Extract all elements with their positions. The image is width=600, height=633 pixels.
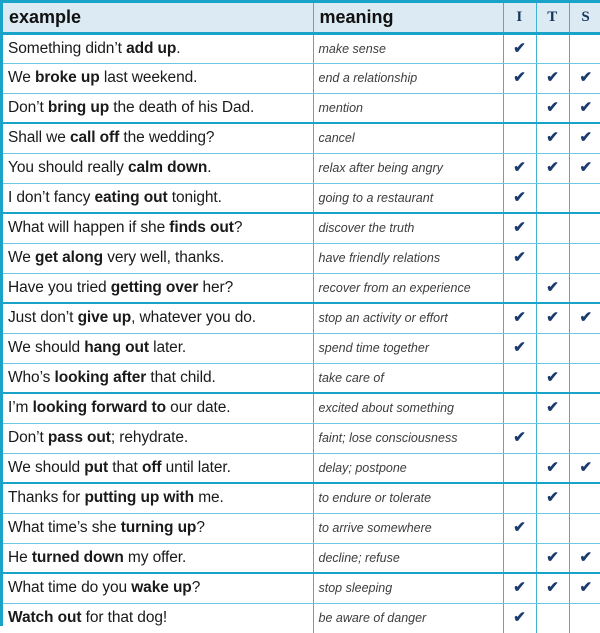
check-icon: ✔ [579, 98, 593, 116]
sentence-text: that child. [146, 368, 216, 386]
example-cell [3, 363, 313, 393]
table-row [3, 513, 600, 543]
sentence-text: I’m [8, 399, 33, 417]
phrasal-verb-text: pass out [47, 429, 111, 446]
sentence-text: ? [196, 519, 205, 536]
mark-cell-intransitive [503, 453, 536, 483]
meaning-cell: make sense [313, 33, 503, 63]
mark-cell-separable [569, 213, 600, 243]
mark-cell-separable [569, 573, 600, 603]
mark-cell-separable [569, 153, 600, 183]
meaning-cell: excited about something [313, 393, 503, 423]
phrasal-verb-text: calm down [128, 159, 208, 176]
phrasal-verb-text: getting over [110, 278, 199, 296]
sentence-text: What time’s she [8, 519, 121, 536]
meaning-cell: be aware of danger [313, 603, 503, 633]
sentence-text: ? [191, 579, 201, 597]
table-row [3, 333, 600, 363]
mark-cell-transitive [536, 363, 569, 393]
sentence-text: her? [198, 278, 234, 296]
meaning-cell: cancel [313, 123, 503, 153]
column-header-separable: S [569, 3, 600, 33]
mark-cell-separable [569, 93, 600, 123]
mark-cell-transitive [536, 453, 569, 483]
example-cell [3, 63, 313, 93]
phrasal-verb-text: put [84, 458, 109, 476]
meaning-cell: delay; postpone [313, 453, 503, 483]
mark-cell-intransitive [503, 273, 536, 303]
sentence-text: He [8, 548, 32, 566]
phrasal-verb-text: looking after [54, 368, 147, 386]
phrasal-verb-text: bring up [47, 98, 110, 116]
meaning-cell: mention [313, 93, 503, 123]
column-header-intransitive: I [503, 3, 536, 33]
example-cell [3, 603, 313, 633]
table-row [3, 93, 600, 123]
mark-cell-intransitive [503, 63, 536, 93]
mark-cell-transitive [536, 213, 569, 243]
sentence-text: , whatever you do. [131, 309, 256, 327]
mark-cell-transitive [536, 153, 569, 183]
sentence-text: later. [148, 339, 187, 356]
table-header [3, 3, 600, 33]
check-icon: ✔ [513, 39, 526, 57]
check-icon: ✔ [513, 249, 526, 266]
sentence-text: ? [233, 219, 243, 237]
meaning-cell: spend time together [313, 333, 503, 363]
example-cell [3, 333, 313, 363]
check-icon: ✔ [513, 339, 526, 356]
meaning-cell: to arrive somewhere [313, 513, 503, 543]
sentence-text: Don’t [8, 429, 48, 446]
mark-cell-intransitive [503, 543, 536, 573]
example-cell [3, 243, 313, 273]
check-icon: ✔ [546, 69, 559, 86]
mark-cell-transitive [536, 603, 569, 633]
mark-cell-separable [569, 513, 600, 543]
mark-cell-intransitive [503, 573, 536, 603]
sentence-text: We [8, 249, 35, 266]
mark-cell-intransitive [503, 123, 536, 153]
table-row [3, 63, 600, 93]
phrasal-verb-text: putting up with [84, 489, 194, 507]
mark-cell-transitive [536, 423, 569, 453]
example-cell [3, 213, 313, 243]
check-icon: ✔ [546, 458, 559, 476]
meaning-cell: stop sleeping [313, 573, 503, 603]
example-cell [3, 123, 313, 153]
sentence-text: until later. [161, 458, 231, 476]
mark-cell-intransitive [503, 153, 536, 183]
example-cell [3, 93, 313, 123]
phrasal-verb-text: Watch out [8, 609, 82, 627]
meaning-cell: faint; lose consciousness [313, 423, 503, 453]
table-row [3, 453, 600, 483]
mark-cell-transitive [536, 93, 569, 123]
phrasal-verb-text: looking forward to [32, 399, 166, 417]
sentence-text: . [207, 159, 212, 176]
mark-cell-separable [569, 63, 600, 93]
column-header-meaning: meaning [313, 3, 503, 33]
check-icon: ✔ [546, 309, 559, 327]
mark-cell-separable [569, 303, 600, 333]
mark-cell-intransitive [503, 513, 536, 543]
sentence-text: my offer. [123, 548, 187, 566]
mark-cell-intransitive [503, 363, 536, 393]
mark-cell-intransitive [503, 213, 536, 243]
table-row [3, 363, 600, 393]
table-body [3, 33, 600, 633]
sentence-text: very well, thanks. [102, 249, 225, 266]
check-icon: ✔ [546, 579, 559, 597]
mark-cell-intransitive [503, 483, 536, 513]
table-row [3, 123, 600, 153]
mark-cell-transitive [536, 573, 569, 603]
phrasal-verb-text: turning up [120, 519, 197, 536]
sentence-text: Just don’t [8, 309, 78, 327]
table-row [3, 243, 600, 273]
sentence-text: me. [193, 489, 224, 507]
phrasal-verb-text: wake up [131, 579, 192, 597]
mark-cell-separable [569, 423, 600, 453]
meaning-cell: discover the truth [313, 213, 503, 243]
check-icon: ✔ [513, 159, 526, 176]
sentence-text: You should really [8, 159, 128, 176]
check-icon: ✔ [579, 579, 593, 597]
meaning-cell: relax after being angry [313, 153, 503, 183]
meaning-cell: to endure or tolerate [313, 483, 503, 513]
check-icon: ✔ [513, 609, 526, 627]
meaning-cell: stop an activity or effort [313, 303, 503, 333]
check-icon: ✔ [579, 458, 593, 476]
check-icon: ✔ [513, 519, 526, 536]
check-icon: ✔ [546, 399, 559, 417]
mark-cell-transitive [536, 513, 569, 543]
example-cell [3, 273, 313, 303]
mark-cell-separable [569, 363, 600, 393]
check-icon: ✔ [513, 579, 526, 597]
table-row [3, 543, 600, 573]
example-cell [3, 183, 313, 213]
example-cell [3, 393, 313, 423]
mark-cell-transitive [536, 303, 569, 333]
phrasal-verb-text: turned down [31, 548, 124, 566]
table-row [3, 483, 600, 513]
mark-cell-transitive [536, 243, 569, 273]
meaning-cell: recover from an experience [313, 273, 503, 303]
example-cell [3, 33, 313, 63]
phrasal-verb-text: finds out [169, 219, 234, 237]
phrasal-verb-text: call off [70, 129, 120, 147]
sentence-text: I don’t fancy [8, 188, 95, 206]
mark-cell-transitive [536, 483, 569, 513]
column-header-transitive: T [536, 3, 569, 33]
mark-cell-separable [569, 273, 600, 303]
mark-cell-intransitive [503, 243, 536, 273]
sentence-text: Have you tried [8, 278, 111, 296]
mark-cell-transitive [536, 393, 569, 423]
mark-cell-separable [569, 543, 600, 573]
meaning-cell: decline; refuse [313, 543, 503, 573]
header-row [3, 3, 600, 33]
mark-cell-transitive [536, 543, 569, 573]
table-row [3, 33, 600, 63]
sentence-text: last weekend. [99, 69, 198, 86]
sentence-text: We [8, 69, 35, 86]
mark-cell-transitive [536, 183, 569, 213]
phrasal-verbs-table [3, 3, 600, 633]
mark-cell-intransitive [503, 33, 536, 63]
sentence-text: Who’s [8, 368, 55, 386]
table-row [3, 183, 600, 213]
check-icon: ✔ [579, 159, 593, 176]
table-row [3, 603, 600, 633]
sentence-text: ; rehydrate. [110, 429, 189, 446]
check-icon: ✔ [546, 278, 559, 296]
mark-cell-intransitive [503, 393, 536, 423]
check-icon: ✔ [546, 489, 559, 507]
table-row [3, 423, 600, 453]
sentence-text: We should [8, 458, 85, 476]
mark-cell-separable [569, 33, 600, 63]
sentence-text: our date. [165, 399, 231, 417]
example-cell [3, 543, 313, 573]
table-row [3, 213, 600, 243]
phrasal-verb-text: give up [77, 309, 132, 327]
check-icon: ✔ [546, 159, 559, 176]
example-cell [3, 153, 313, 183]
sentence-text: . [176, 39, 181, 57]
mark-cell-intransitive [503, 423, 536, 453]
meaning-cell: going to a restaurant [313, 183, 503, 213]
example-cell [3, 303, 313, 333]
mark-cell-transitive [536, 333, 569, 363]
sentence-text: What time do you [8, 579, 132, 597]
check-icon: ✔ [579, 69, 593, 86]
sentence-text: We should [8, 339, 85, 356]
check-icon: ✔ [513, 309, 526, 327]
sentence-text: Don’t [8, 98, 48, 116]
mark-cell-separable [569, 483, 600, 513]
meaning-cell: have friendly relations [313, 243, 503, 273]
mark-cell-intransitive [503, 603, 536, 633]
table-row [3, 153, 600, 183]
mark-cell-separable [569, 393, 600, 423]
phrasal-verb-text: broke up [34, 69, 100, 86]
sentence-text: for that dog! [81, 609, 168, 627]
sentence-text: Thanks for [8, 489, 85, 507]
mark-cell-separable [569, 603, 600, 633]
mark-cell-intransitive [503, 93, 536, 123]
check-icon: ✔ [513, 69, 526, 86]
sentence-text: the death of his Dad. [109, 98, 255, 116]
example-cell [3, 513, 313, 543]
phrasal-verb-text: eating out [94, 188, 168, 206]
mark-cell-separable [569, 123, 600, 153]
sentence-text: Shall we [8, 129, 70, 147]
check-icon: ✔ [579, 309, 593, 327]
check-icon: ✔ [579, 548, 593, 566]
example-cell [3, 573, 313, 603]
table-row [3, 393, 600, 423]
sentence-text: the wedding? [119, 129, 215, 147]
check-icon: ✔ [579, 129, 593, 147]
check-icon: ✔ [546, 129, 559, 147]
check-icon: ✔ [546, 98, 559, 116]
mark-cell-transitive [536, 273, 569, 303]
phrasal-verb-text: get along [34, 249, 103, 266]
mark-cell-intransitive [503, 303, 536, 333]
check-icon: ✔ [513, 219, 526, 237]
mark-cell-separable [569, 333, 600, 363]
sentence-text: Something didn’t [8, 39, 127, 57]
check-icon: ✔ [513, 429, 526, 446]
mark-cell-transitive [536, 123, 569, 153]
meaning-cell: end a relationship [313, 63, 503, 93]
example-cell [3, 453, 313, 483]
example-cell [3, 423, 313, 453]
sentence-text: tonight. [167, 188, 222, 206]
mark-cell-transitive [536, 63, 569, 93]
table-row [3, 273, 600, 303]
mark-cell-transitive [536, 33, 569, 63]
meaning-cell: take care of [313, 363, 503, 393]
check-icon: ✔ [513, 188, 526, 206]
table-row [3, 303, 600, 333]
example-cell [3, 483, 313, 513]
mark-cell-intransitive [503, 183, 536, 213]
check-icon: ✔ [546, 548, 559, 566]
mark-cell-separable [569, 243, 600, 273]
mark-cell-separable [569, 183, 600, 213]
column-header-example: example [3, 3, 313, 33]
sentence-text: What will happen if she [8, 219, 170, 237]
sentence-text: that [108, 458, 142, 476]
phrasal-verb-text: off [141, 458, 162, 476]
table-row [3, 573, 600, 603]
check-icon: ✔ [546, 368, 559, 386]
phrasal-verb-text: hang out [84, 339, 149, 356]
mark-cell-intransitive [503, 333, 536, 363]
mark-cell-separable [569, 453, 600, 483]
phrasal-verb-text: add up [126, 39, 177, 57]
